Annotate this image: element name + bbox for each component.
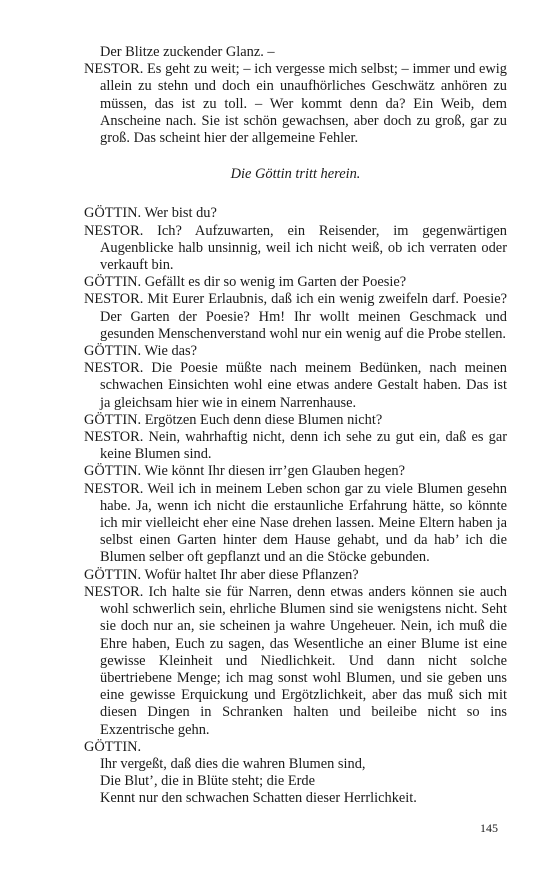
continuation-line: Der Blitze zuckender Glanz. – (100, 44, 275, 60)
page-number: 145 (480, 821, 498, 835)
speech: NESTOR. Nein, wahrhaftig nicht, denn ich sehe zu gut ein, daß es gar keine Blumen sind. (84, 429, 507, 463)
verse-line: Die Blut’, die in Blüte steht; die Erde (100, 773, 316, 790)
speech: GÖTTIN. Wer bist du? (84, 205, 217, 222)
stage-direction: Die Göttin tritt herein. (230, 166, 361, 183)
speech: GÖTTIN. Wie könnt Ihr diesen irr’gen Glauben hegen? (84, 463, 405, 480)
speech: NESTOR. Weil ich in meinem Leben schon gar zu viele Blumen gesehn habe. Ja, wenn ich nicht die erstaunliche Erfahrung hätte, so könnte ich mir vielleicht eher eine Nase drehen lassen. Meine Eltern haben ja selbst einen Garten hinter dem Hause gehabt, und da hab’ ich die Blumen selber oft gepflanzt und an die Stöcke gebunden. (84, 480, 507, 566)
page-body (84, 44, 507, 808)
speech: GÖTTIN. Ergötzen Euch denn diese Blumen nicht? (84, 411, 383, 428)
speech: NESTOR. Ich halte sie für Narren, denn etwas anders können sie auch wohl schwerlich sein, ehrliche Blumen sind sie wenigstens nicht. Seht sie doch nur an, sie scheinen ja wahre Ungeheuer. Nein, ich muß die Ehre haben, Euch zu sagen, das Wesentliche an einer Blume ist eine gewisse Kleinheit und Niedlichkeit. Und dann nicht solche übertriebene Menge; ich mag sonst wohl Blumen, und sie geben uns eine gewisse Erquickung und Ergötzlichkeit, aber das muß sich mit diesen Dingen in Schranken halten und beileibe nicht so ins Exzentrische gehn. (84, 583, 507, 738)
speech: NESTOR. Mit Eurer Erlaubnis, daß ich ein wenig zweifeln darf. Poesie? Der Garten der Poesie? Hm! Ihr wollt meinen Geschmack und gesunden Menschenverstand wohl nur ein wenig auf die Probe stellen. (84, 291, 507, 342)
nestor-speech: NESTOR. Es geht zu weit; – ich vergesse mich selbst; – immer und ewig allein zu stehn und doch ein unaufhörliches Geschwätz anhören zu müssen, das ist zu toll. – Wer kommt denn da? Ein Weib, dem Anscheine nach. Sie ist schön gewachsen, aber doch zu groß, gar zu groß. Das scheint hier der allgemeine Fehler. (84, 61, 507, 147)
speaker-label: GÖTTIN. (84, 738, 142, 755)
speech: NESTOR. Ich? Aufzuwarten, ein Reisender, im gegenwärtigen Augenblicke halb unsinnig, weil ich nicht weiß, ob ich verraten oder verkauft bin. (84, 222, 507, 274)
speech: NESTOR. Die Poesie müßte nach meinem Bedünken, nach meinen schwachen Einsichten wohl eine etwas andere Gestalt haben. Das ist ja gleichsam hier wie in einem Narrenhause. (84, 360, 507, 411)
verse-line: Ihr vergeßt, daß dies die wahren Blumen sind, (100, 755, 366, 772)
speech: GÖTTIN. Wie das? (84, 343, 198, 360)
verse-line: Kennt nur den schwachen Schatten dieser Herrlichkeit. (100, 790, 417, 807)
verse-block (84, 756, 507, 808)
speech: GÖTTIN. Gefällt es dir so wenig im Garten der Poesie? (84, 274, 407, 291)
speech: GÖTTIN. Wofür haltet Ihr aber diese Pflanzen? (84, 566, 359, 583)
dialogue (84, 205, 507, 756)
